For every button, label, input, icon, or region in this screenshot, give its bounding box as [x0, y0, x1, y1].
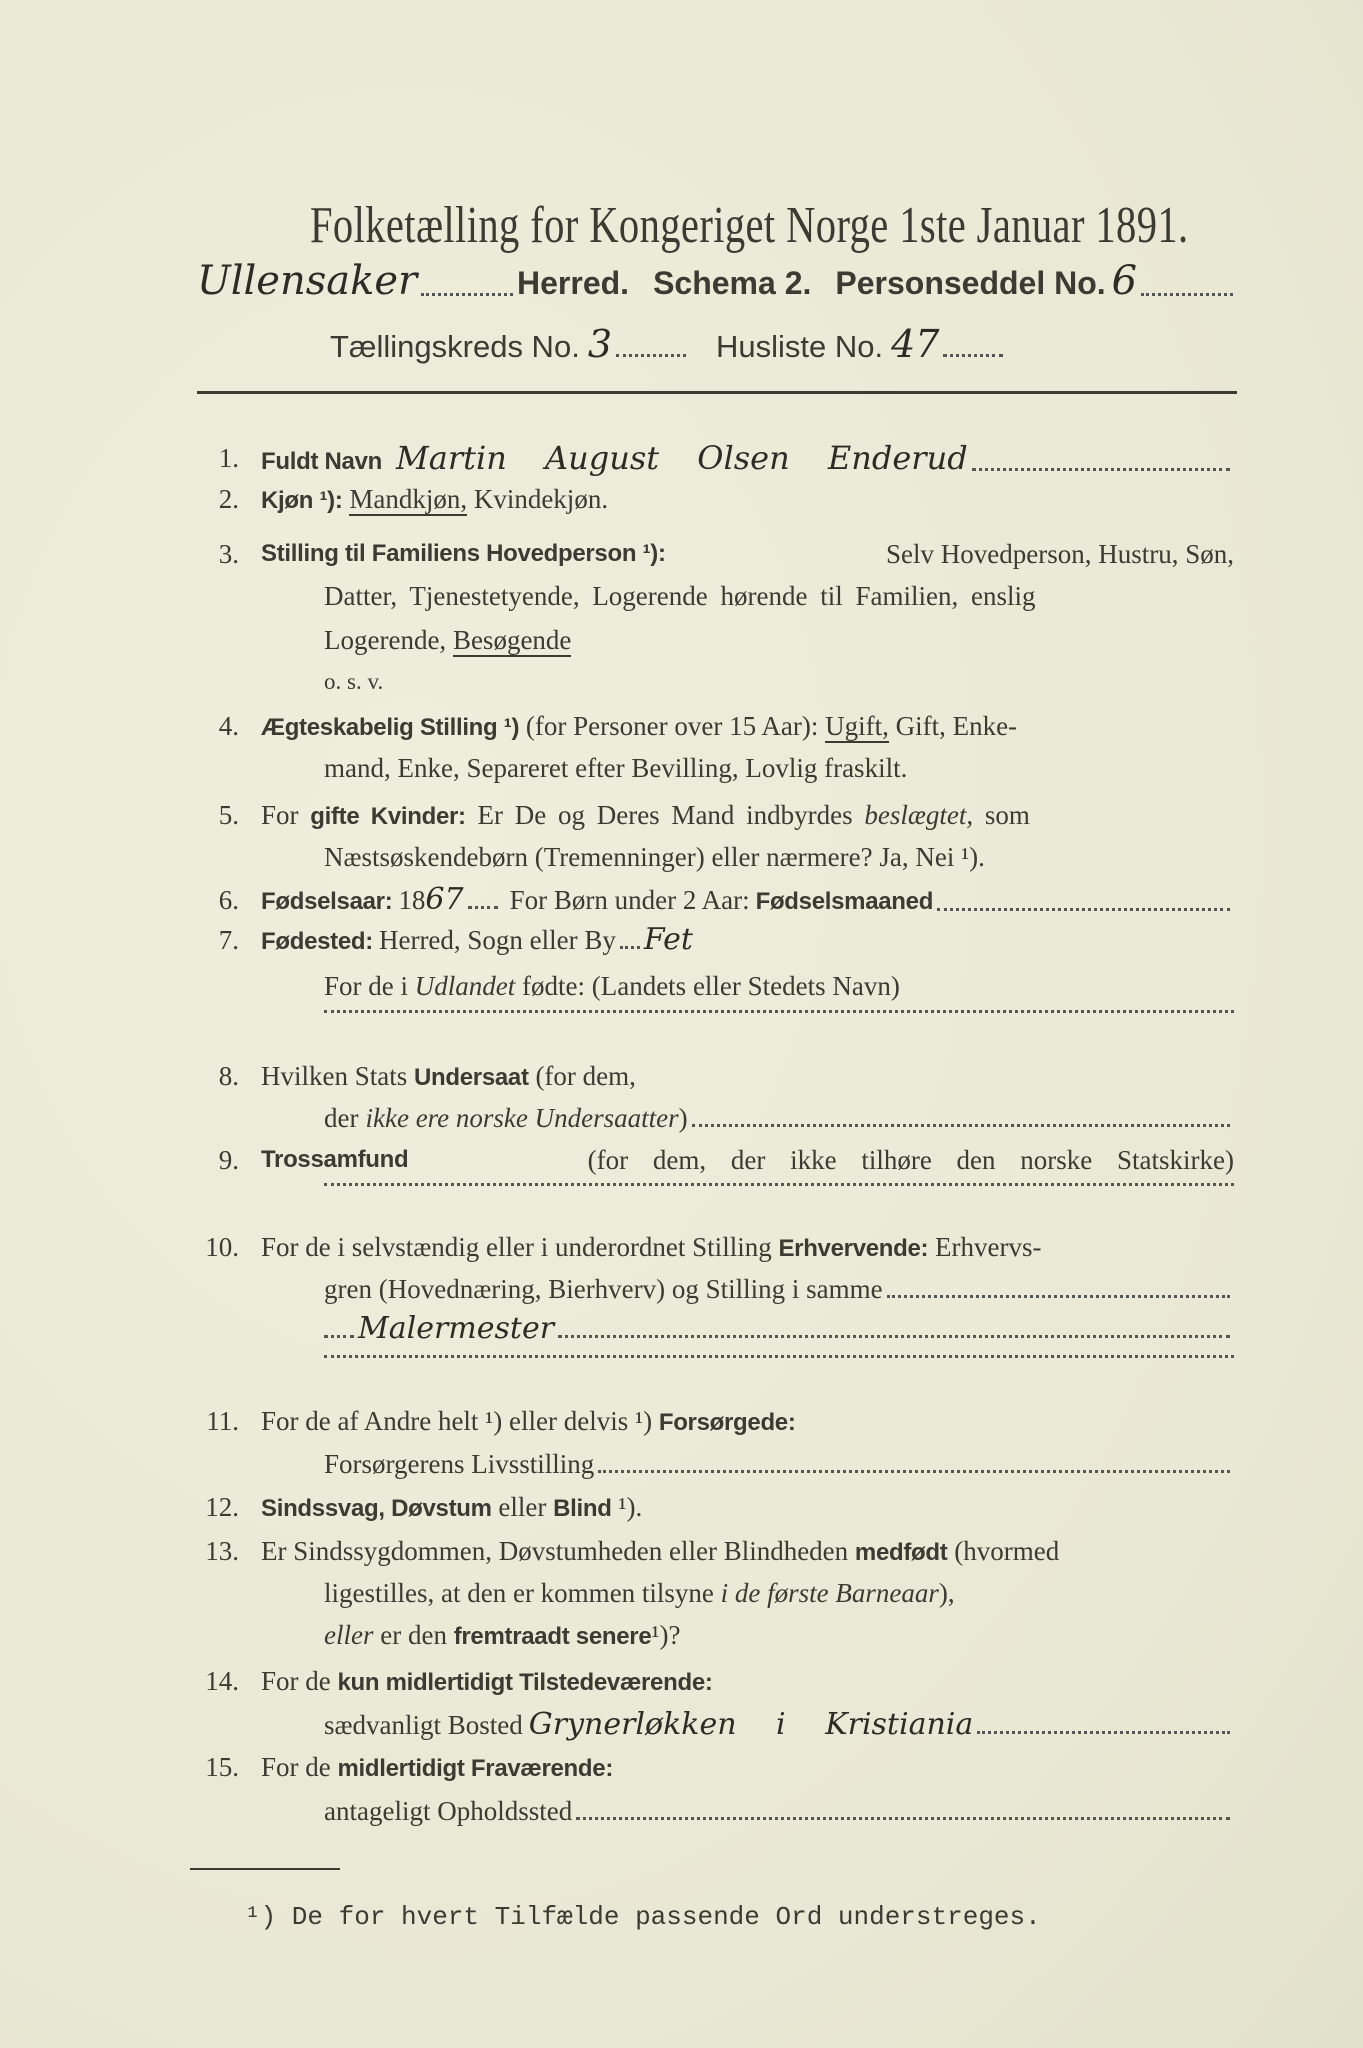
kreds-value: 3	[587, 322, 612, 366]
item-7: 7. Fødested: Herred, Sogn eller By Fet	[218, 922, 693, 957]
header-rule	[197, 391, 1237, 394]
document-title: Folketælling for Kongeriget Norge 1ste Januar 1891.	[309, 197, 1189, 254]
marital-unmarried-underlined: Ugift,	[825, 711, 889, 741]
header-line-2	[330, 322, 1110, 366]
kreds-label: Tællingskreds No.	[330, 329, 580, 364]
item-14: 14. For de kun midlertidigt Tilstedeværende:	[205, 1666, 713, 1696]
usual-residence-value: Grynerløkken i Kristiania	[528, 1707, 974, 1742]
footnote: ¹) De for hvert Tilfælde passende Ord understreges.	[245, 1902, 1041, 1932]
item-8: 8. Hvilken Stats Undersaat (for dem,	[218, 1061, 636, 1091]
item-12: 12. Sindssvag, Døvstum eller Blind ¹).	[205, 1492, 643, 1522]
footnote-rule	[190, 1868, 340, 1870]
herred-value: Ullensaker	[197, 258, 418, 304]
husliste-value: 47	[891, 322, 940, 366]
sex-male-underlined: Mandkjøn,	[349, 484, 468, 514]
item-9: 9. Trossamfund (for dem, der ikke tilhøre den norske Statskirke)	[218, 1145, 1234, 1175]
item-1: 1. Fuldt Navn Martin August Olsen Enderud	[261, 441, 1234, 479]
item-10: 10. For de i selvstændig eller i underordnet Stilling Erhvervende: Erhvervs-	[205, 1232, 1042, 1262]
husliste-label: Husliste No.	[716, 329, 884, 364]
item-2: 2. Kjøn ¹): Mandkjøn, Kvindekjøn.	[218, 484, 609, 514]
item-6: 6. Fødselsaar: 18 67 For Børn under 2 Aar: Fødselsmaaned	[261, 883, 1234, 919]
dotted-line	[1141, 293, 1233, 296]
herred-label: Herred.	[517, 265, 630, 301]
item-11: 11. For de af Andre helt ¹) eller delvis ¹) Forsørgede:	[206, 1406, 796, 1436]
item-3: 3. Stilling til Familiens Hovedperson ¹): Selv Hovedperson, Hustru, Søn,	[218, 539, 1234, 569]
item-13: 13. Er Sindssygdommen, Døvstumheden eller Blindheden medfødt (hvormed	[205, 1536, 1060, 1566]
birth-year-value: 67	[425, 882, 464, 917]
schema-label: Schema 2.	[653, 265, 812, 301]
relation-visitor-underlined: Besøgende	[452, 625, 572, 655]
personseddel-label: Personseddel No.	[835, 265, 1106, 301]
item-4: 4. Ægteskabelig Stilling ¹) (for Personer over 15 Aar): Ugift, Gift, Enke-	[218, 711, 1018, 741]
header-line-1	[197, 258, 1237, 304]
occupation-value: Malermester	[358, 1311, 555, 1346]
dotted-line	[421, 293, 513, 296]
personseddel-value: 6	[1111, 258, 1138, 304]
item-15: 15. For de midlertidigt Fraværende:	[205, 1752, 614, 1782]
full-name-value: Martin August Olsen Enderud	[396, 439, 968, 477]
item-5: 5. For gifte Kvinder: Er De og Deres Mand indbyrdes beslægtet, som	[218, 800, 1030, 830]
birthplace-value: Fet	[643, 922, 693, 957]
